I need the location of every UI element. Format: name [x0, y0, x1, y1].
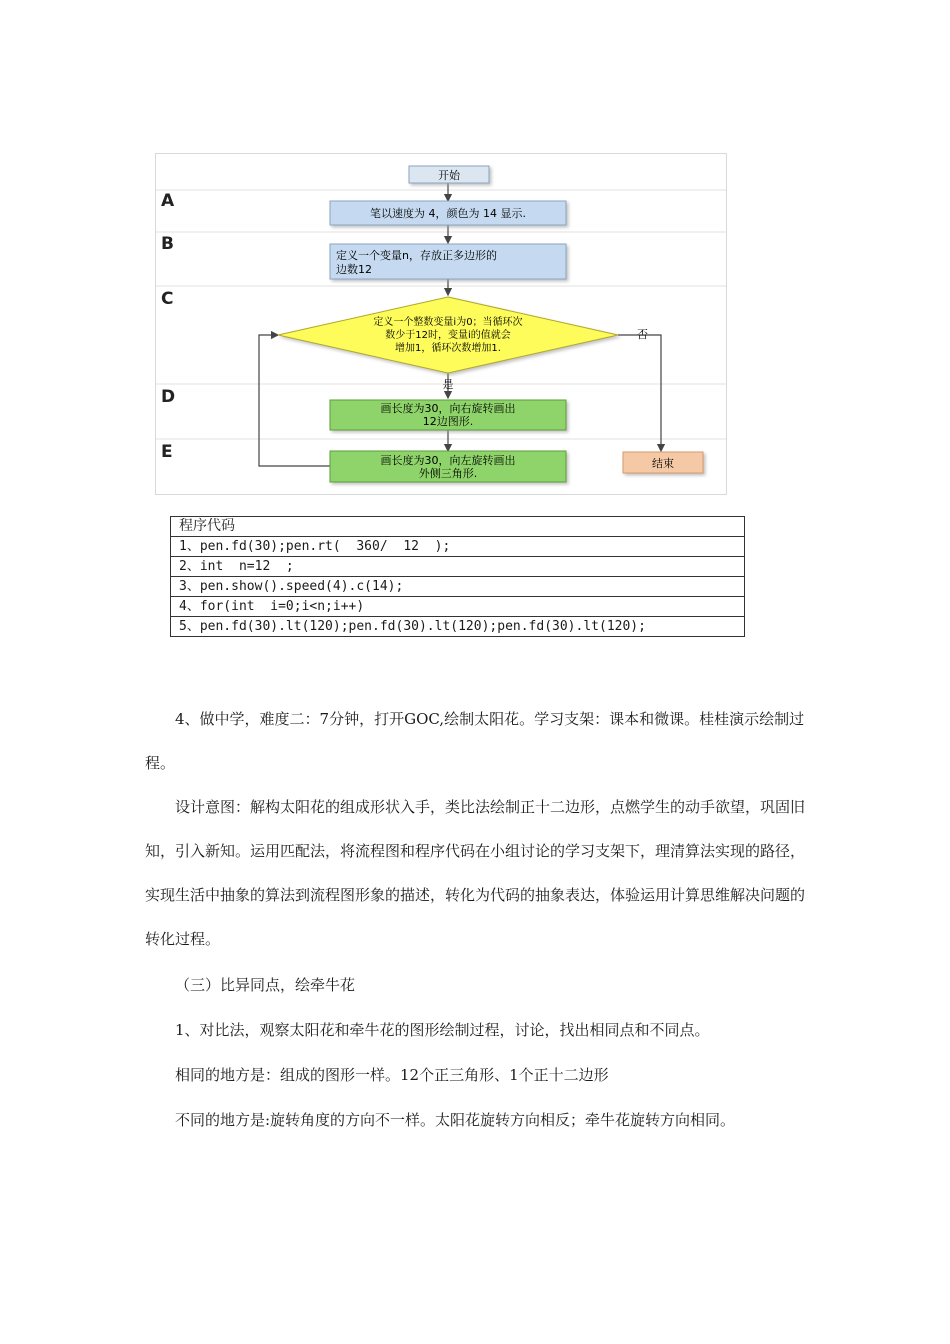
paragraph-compare: 1、对比法，观察太阳花和牵牛花的图形绘制过程，讨论，找出相同点和不同点。: [175, 1021, 710, 1039]
section-heading: （三）比异同点，绘牵牛花: [175, 976, 356, 994]
row-label-c: C: [161, 289, 174, 309]
table-row: [171, 577, 745, 597]
step-d-line-2: 12边图形.: [422, 415, 474, 428]
flowchart-figure: [155, 153, 727, 495]
paragraph-similarities: 相同的地方是：组成的图形一样。12个正三角形、1个正十二边形: [175, 1066, 609, 1084]
table-row: [171, 557, 745, 577]
table-row: [171, 597, 745, 617]
row-label-e: E: [161, 442, 173, 462]
code-line-5: 5、pen.fd(30).lt(120);pen.fd(30).lt(120);pen.fd(30).lt(120);: [171, 617, 745, 637]
no-label: 否: [637, 328, 648, 341]
paragraph-activity: 4、做中学，难度二：7分钟，打开GOC,绘制太阳花。学习支架：课本和微课。桂桂演示绘制过程。: [145, 710, 805, 772]
paragraph-differences: 不同的地方是:旋转角度的方向不一样。太阳花旋转方向相反；牵牛花旋转方向相同。: [175, 1111, 736, 1129]
decision-line-1: 定义一个整数变量i为0；当循环次: [373, 317, 523, 328]
code-table: [170, 516, 745, 637]
step-e-line-2: 外侧三角形.: [418, 467, 478, 480]
row-label-b: B: [161, 234, 174, 254]
step-a-label: 笔以速度为 4，颜色为 14 显示.: [370, 207, 526, 220]
code-line-3: 3、pen.show().speed(4).c(14);: [171, 577, 745, 597]
code-table-header: 程序代码: [171, 517, 745, 537]
decision-line-3: 增加1，循环次数增加1.: [395, 343, 501, 354]
code-line-1: 1、pen.fd(30);pen.rt( 360/ 12 );: [171, 537, 745, 557]
row-label-d: D: [161, 387, 176, 407]
code-table-header-row: [171, 517, 745, 537]
table-row: [171, 617, 745, 637]
step-b-line-2: 边数12: [336, 263, 372, 276]
step-e-line-1: 画长度为30，向左旋转画出: [380, 454, 516, 467]
code-line-2: 2、int n=12 ;: [171, 557, 745, 577]
end-label: 结束: [652, 457, 674, 470]
decision-line-2: 数少于12时，变量i的值就会: [385, 330, 511, 341]
yes-label: 是: [442, 378, 454, 391]
table-row: [171, 537, 745, 557]
flowchart-canvas: [156, 154, 726, 494]
step-d-line-1: 画长度为30，向右旋转画出: [380, 402, 516, 415]
row-label-a: A: [161, 191, 175, 211]
step-b-line-1: 定义一个变量n，存放正多边形的: [336, 249, 497, 262]
start-label: 开始: [438, 169, 460, 182]
paragraph-design-intent: 设计意图：解构太阳花的组成形状入手，类比法绘制正十二边形，点燃学生的动手欲望，巩固旧知，引入新知。运用匹配法，将流程图和程序代码在小组讨论的学习支架下，理清算法实现的路径，实现生活中抽象的算法到流程图形象的描述，转化为代码的抽象表达，体验运用计算思维解决问题的转化过程。: [145, 798, 806, 948]
code-line-4: 4、for(int i=0;i<n;i++): [171, 597, 745, 617]
